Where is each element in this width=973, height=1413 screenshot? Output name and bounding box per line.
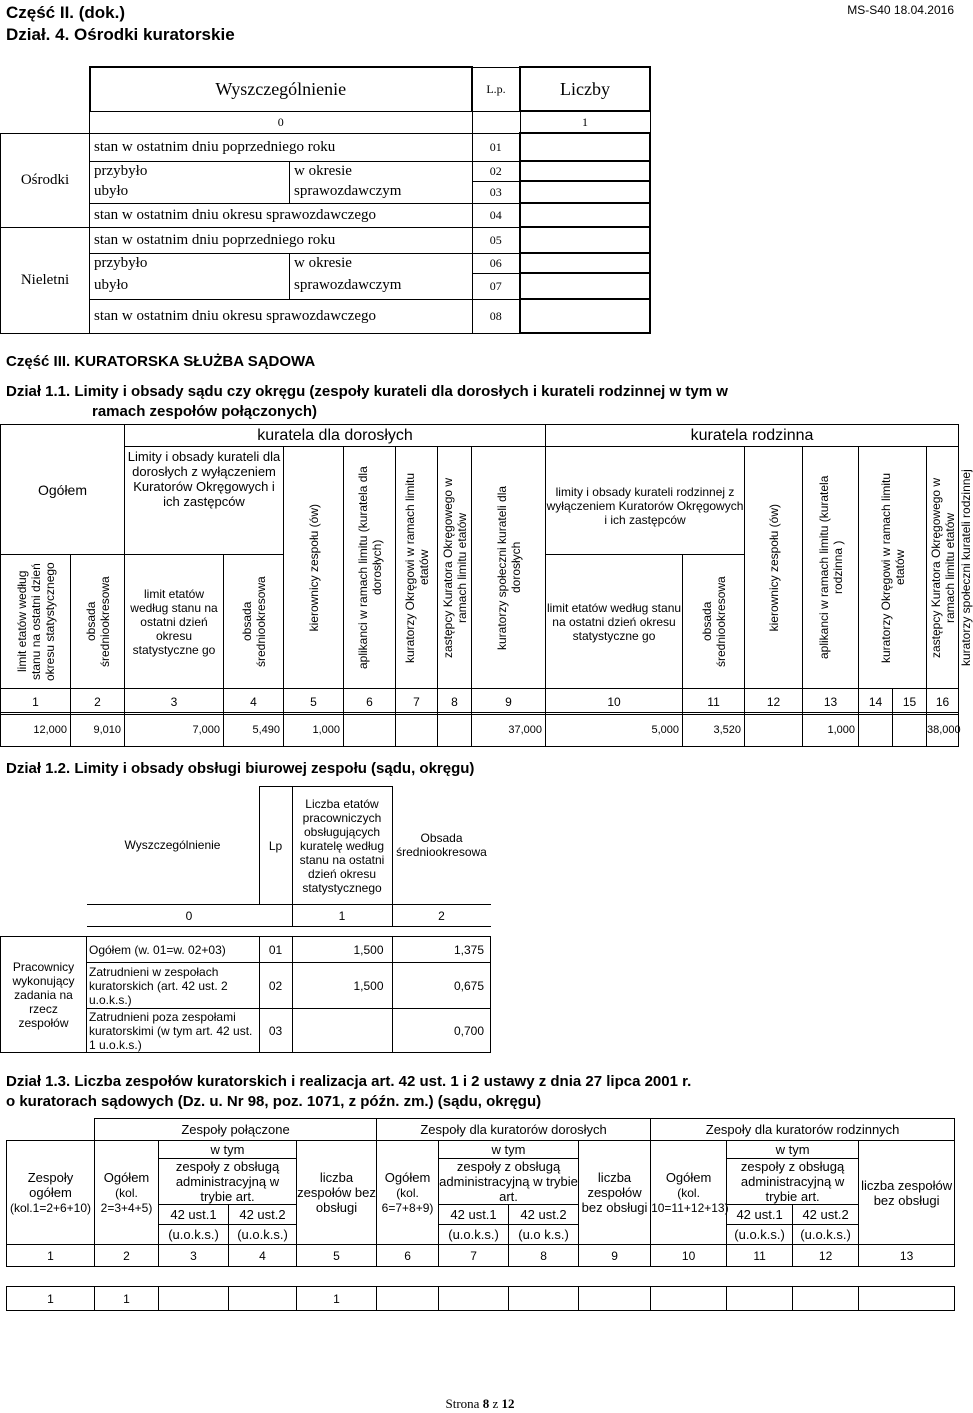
column-number: 12	[745, 689, 803, 715]
column-number: 13	[803, 689, 859, 715]
column-number: 10	[546, 689, 683, 715]
value-cell: 9,010	[71, 713, 125, 747]
d11-values-table	[0, 712, 959, 747]
row-value[interactable]	[520, 181, 650, 203]
d12-group: Pracownicy wykonujący zadania na rzecz zespołów	[1, 937, 87, 1053]
d13-group-dorosli: Zespoły dla kuratorów dorosłych	[377, 1119, 651, 1141]
column-number: 8	[509, 1245, 579, 1267]
column-number: 12	[793, 1245, 859, 1267]
value-cell: 5,490	[224, 713, 284, 747]
d12-row-label: Zatrudnieni poza zespołami kuratorskimi (w tym art. 42 ust. 1 u.o.k.s.)	[87, 1009, 260, 1053]
row-sub: w okresie	[290, 161, 473, 181]
d13-wtym-1: w tym	[159, 1141, 297, 1159]
column-number: 4	[229, 1245, 297, 1267]
d11-kd-kierownicy: kierownicy zespołu (ów)	[306, 503, 321, 632]
value-cell	[344, 713, 396, 747]
column-number: 16	[927, 689, 959, 715]
row-value[interactable]	[520, 253, 650, 273]
column-number: 3	[159, 1245, 229, 1267]
value-cell	[229, 1287, 297, 1311]
d13-uoks: (u.o.k.s.)	[159, 1225, 229, 1245]
d13-uoks: (u.o.k.s.)	[439, 1225, 509, 1245]
column-number: 5	[297, 1245, 377, 1267]
d11-number-row	[1, 689, 959, 715]
value-cell: 1	[7, 1287, 95, 1311]
d13-wtym-2: w tym	[439, 1141, 579, 1159]
column-number: 1	[7, 1245, 95, 1267]
d11-values-row	[1, 713, 959, 747]
column-number: 10	[651, 1245, 727, 1267]
row-label: przybyło	[90, 253, 290, 273]
d13-values-table	[6, 1286, 955, 1311]
num-0: 0	[90, 111, 473, 133]
num-1: 1	[520, 111, 650, 133]
page-footer: Strona 8 z 12	[445, 1396, 515, 1411]
value-cell	[396, 713, 438, 747]
d12-row-label: Zatrudnieni w zespołach kuratorskich (art. 42 ust. 2 u.o.k.s.)	[87, 963, 260, 1009]
row-value[interactable]	[520, 203, 650, 227]
column-number: 9	[472, 689, 546, 715]
d11-obsada-main: obsada średniookresowa	[83, 576, 112, 667]
d13-liczba-2: liczba zespołów bez obsługi	[579, 1141, 651, 1245]
d11-kr-obsada: obsada średniookresowa	[699, 576, 728, 667]
d11-kuratela-rodzinna: kuratela rodzinna	[546, 425, 959, 447]
d12-row-v2: 0,675	[392, 963, 491, 1009]
d13-liczba-3: liczba zespołów bez obsługi	[859, 1141, 955, 1245]
d13-zespoly-ogolem: Zespoły ogółem (kol.1=2+6+10)	[7, 1141, 95, 1245]
column-number: 6	[344, 689, 396, 715]
d11-ogolem: Ogółem	[1, 425, 125, 555]
value-cell	[859, 713, 893, 747]
d12-row-lp: 02	[259, 963, 292, 1009]
d13-ogolem-1: Ogółem (kol. 2=3+4+5)	[95, 1141, 159, 1245]
row-label: przybyło	[90, 161, 290, 181]
d12-n1: 1	[292, 905, 392, 927]
d12-wyszcz: Wyszczególnienie	[87, 787, 260, 905]
d13-u1: 42 ust.1	[439, 1205, 509, 1225]
part-title: Część II. (dok.)	[6, 3, 126, 22]
d12-col2: Obsada średniookresowa	[392, 787, 491, 905]
value-cell	[651, 1287, 727, 1311]
d13-u2: 42 ust.2	[793, 1205, 859, 1225]
d13-u1: 42 ust.1	[159, 1205, 229, 1225]
d11-limit-main: limit etatów według stanu na ostatni dzień okresu statystycznego	[14, 562, 57, 681]
row-label: ubyło	[90, 181, 290, 203]
d13-uoks: (u.o.k.s.)	[229, 1225, 297, 1245]
column-number: 3	[125, 689, 224, 715]
value-cell	[893, 713, 927, 747]
d13-obsluga-3: zespoły z obsługą administracyjną w trybie art.	[727, 1159, 859, 1205]
d13-title-line2: o kuratorach sądowych (Dz. u. Nr 98, poz. 1071, z późn. zm.) (sądu, okręgu)	[6, 1093, 542, 1110]
d13-wtym-3: w tym	[727, 1141, 859, 1159]
value-cell: 1,000	[803, 713, 859, 747]
d11-kd-aplikanci: aplikanci w ramach limitu (kuratela dla dorosłych)	[355, 466, 384, 669]
column-number: 7	[396, 689, 438, 715]
d12-n2: 2	[392, 905, 491, 927]
d12-row-label: Ogółem (w. 01=w. 02+03)	[87, 937, 260, 963]
d12-row-v1: 1,500	[292, 963, 392, 1009]
d11-kr-spoleczni: kuratorzy społeczni kurateli rodzinnej	[959, 469, 973, 666]
d11-kr-limit: limit etatów według stanu na ostatni dzień okresu statystyczne go	[546, 555, 683, 689]
d12-title: Dział 1.2. Limity i obsady obsługi biurowej zespołu (sądu, okręgu)	[6, 760, 475, 777]
row-label: stan w ostatnim dniu poprzedniego roku	[90, 227, 473, 253]
group-nieletni: Nieletni	[1, 227, 90, 333]
value-cell: 1	[95, 1287, 159, 1311]
column-number: 11	[727, 1245, 793, 1267]
value-cell: 7,000	[125, 713, 224, 747]
page-header	[6, 2, 235, 46]
value-cell: 12,000	[1, 713, 71, 747]
value-cell	[377, 1287, 439, 1311]
page-number: 8	[482, 1396, 490, 1411]
d13-title	[6, 1072, 956, 1112]
row-label: stan w ostatnim dniu okresu sprawozdawczego	[90, 299, 473, 333]
d11-kd-spoleczni: kuratorzy społeczni kurateli dla dorosłych	[494, 485, 523, 650]
d11-kd-kuratorzy: kuratorzy Okręgowi w ramach limitu etatów	[402, 472, 431, 663]
row-label: stan w ostatnim dniu poprzedniego roku	[90, 133, 473, 161]
group-osrodki: Ośrodki	[1, 133, 90, 227]
d11-kr-aplikanci: aplikanci w ramach limitu (kuratela rodzinna )	[816, 475, 845, 660]
d12-n0: 0	[87, 905, 293, 927]
d12-lp: Lp	[259, 787, 292, 905]
d12-row-v2: 0,700	[392, 1009, 491, 1053]
column-number: 6	[377, 1245, 439, 1267]
value-cell	[727, 1287, 793, 1311]
d11-kr-zastepcy: zastępcy Kuratora Okręgowego w ramach limitu etatów	[928, 477, 957, 658]
page-total: 12	[501, 1396, 515, 1411]
column-number: 14	[859, 689, 893, 715]
d12-row-v2: 1,375	[392, 937, 491, 963]
row-lp: 03	[472, 181, 520, 203]
value-cell: 5,000	[546, 713, 683, 747]
d13-number-row	[7, 1245, 955, 1267]
value-cell: 1,000	[284, 713, 344, 747]
row-lp: 04	[472, 203, 520, 227]
row-lp: 02	[472, 161, 520, 181]
d11-kr-kierownicy: kierownicy zespołu (ów)	[766, 503, 781, 632]
d13-obsluga-2: zespoły z obsługą administracyjną w trybie art.	[439, 1159, 578, 1204]
d11-table	[0, 424, 973, 715]
col-liczby: Liczby	[520, 67, 650, 111]
value-cell: 3,520	[683, 713, 745, 747]
column-number: 15	[893, 689, 927, 715]
d13-title-line1: Dział 1.3. Liczba zespołów kuratorskich i realizacja art. 42 ust. 1 i 2 ustawy z dnia 27 lipca 2001 r.	[6, 1073, 692, 1090]
d12-row-lp: 03	[259, 1009, 292, 1053]
value-cell	[859, 1287, 955, 1311]
d11-kr-kuratorzy: kuratorzy Okręgowi w ramach limitu etatów	[878, 472, 907, 663]
row-lp: 06	[472, 253, 520, 273]
d13-group-rodzinni: Zespoły dla kuratorów rodzinnych	[651, 1119, 955, 1141]
value-cell: 37,000	[472, 713, 546, 747]
d11-kd-limity: Limity i obsady kurateli dla dorosłych z wyłączeniem Kuratorów Okręgowych i ich zastępców	[125, 447, 284, 555]
row-lp: 01	[472, 133, 520, 161]
d11-title	[6, 382, 956, 422]
value-cell	[439, 1287, 509, 1311]
osrodki-table	[0, 66, 651, 334]
d13-obsluga-1: zespoły z obsługą administracyjną w trybie art.	[159, 1159, 297, 1205]
value-cell	[793, 1287, 859, 1311]
row-lp: 07	[472, 273, 520, 299]
column-number: 5	[284, 689, 344, 715]
d11-kuratela-dorosli: kuratela dla dorosłych	[125, 425, 546, 447]
column-number: 1	[1, 689, 71, 715]
d12-table	[0, 786, 491, 1053]
col-lp: L.p.	[472, 67, 520, 111]
row-sub: sprawozdawczym	[290, 273, 473, 299]
d11-kd-limit: limit etatów według stanu na ostatni dzień okresu statystyczne go	[125, 555, 224, 689]
d11-title-line1: Dział 1.1. Limity i obsady sądu czy okręgu (zespoły kurateli dla dorosłych i kurateli rodzinnej w tym w	[6, 383, 728, 400]
value-cell: 38,000	[927, 713, 959, 747]
section-title: Dział. 4. Ośrodki kuratorskie	[6, 25, 235, 44]
column-number: 2	[95, 1245, 159, 1267]
column-number: 7	[439, 1245, 509, 1267]
d12-col1: Liczba etatów pracowniczych obsługujących kuratelę według stanu na ostatni dzień okresu statystycznego	[292, 787, 392, 905]
d13-ogolem-3: Ogółem (kol. 10=11+12+13)	[651, 1141, 727, 1245]
form-code: MS-S40 18.04.2016	[847, 3, 954, 17]
row-sub: w okresie	[290, 253, 473, 273]
d13-u2: 42 ust.2	[509, 1205, 579, 1225]
row-label: ubyło	[90, 273, 290, 299]
row-value[interactable]	[520, 273, 650, 299]
row-lp: 05	[472, 227, 520, 253]
d13-values-row	[7, 1287, 955, 1311]
d11-kr-limity: limity i obsady kurateli rodzinnej z wyłączeniem Kuratorów Okręgowych i ich zastępców	[546, 447, 745, 555]
d12-row-v1: 1,500	[292, 937, 392, 963]
row-lp: 08	[472, 299, 520, 333]
d13-uoks: (u.o.k.s.)	[793, 1225, 859, 1245]
value-cell	[159, 1287, 229, 1311]
row-value[interactable]	[520, 227, 650, 253]
value-cell	[579, 1287, 651, 1311]
column-number: 8	[438, 689, 472, 715]
d11-title-line2: ramach zespołów połączonych)	[92, 403, 318, 420]
value-cell	[509, 1287, 579, 1311]
d11-kd-zastepcy: zastępcy Kuratora Okręgowego w ramach limitu etatów	[440, 477, 469, 658]
column-number: 4	[224, 689, 284, 715]
d13-ogolem-2: Ogółem (kol. 6=7+8+9)	[377, 1141, 439, 1245]
col-wyszczegolnienie: Wyszczególnienie	[90, 67, 473, 111]
row-value[interactable]	[520, 299, 650, 333]
d12-row-v1	[292, 1009, 392, 1053]
d13-u1: 42 ust.1	[727, 1205, 793, 1225]
d13-liczba-1: liczba zespołów bez obsługi	[297, 1141, 377, 1245]
value-cell: 1	[297, 1287, 377, 1311]
row-label: stan w ostatnim dniu okresu sprawozdawczego	[90, 203, 473, 227]
d13-uoks: (u.o k.s.)	[509, 1225, 579, 1245]
d13-group-polaczone: Zespoły połączone	[95, 1119, 377, 1141]
row-value[interactable]	[520, 133, 650, 161]
column-number: 11	[683, 689, 745, 715]
row-value[interactable]	[520, 161, 650, 181]
d13-table	[6, 1118, 955, 1267]
column-number: 2	[71, 689, 125, 715]
column-number: 13	[859, 1245, 955, 1267]
d11-kd-obsada: obsada średniookresowa	[239, 576, 268, 667]
part3-title: Część III. KURATORSKA SŁUŻBA SĄDOWA	[6, 353, 316, 370]
value-cell	[438, 713, 472, 747]
d13-u2: 42 ust.2	[229, 1205, 297, 1225]
column-number: 9	[579, 1245, 651, 1267]
value-cell	[745, 713, 803, 747]
d13-uoks: (u.o.k.s.)	[727, 1225, 793, 1245]
d12-row-lp: 01	[259, 937, 292, 963]
row-sub: sprawozdawczym	[290, 181, 473, 203]
